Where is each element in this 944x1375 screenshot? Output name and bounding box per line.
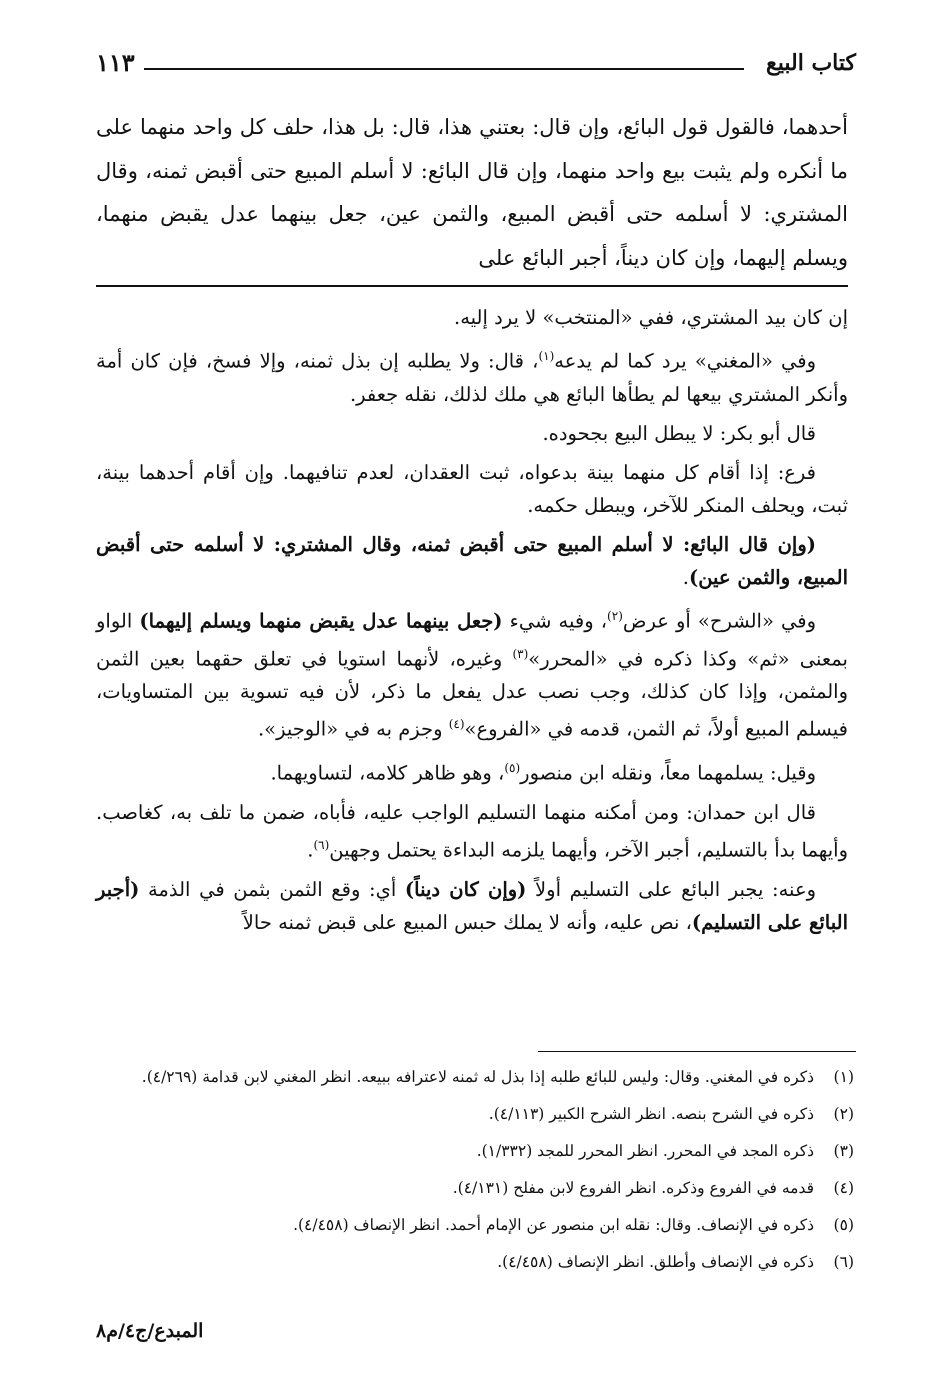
commentary-paragraph: قال ابن حمدان: ومن أمكنه منهما التسليم الواجب عليه، فأباه، ضمن ما تلف به، كغاصب. وأيهما بدأ بالتسليم، أجبر الآخر، وأيهما يلزمه البداءة يحتمل وجهين$^{(٦)}$. [96, 800, 848, 862]
main-text-divider [96, 285, 848, 287]
commentary-paragraph: (وإن قال البائع: لا أسلم المبيع حتى أقبض ثمنه، وقال المشتري: لا أسلمه حتى أقبض المبيع، والثمن عين). [96, 533, 848, 590]
footnote-text: قدمه في الفروع وذكره. انظر الفروع لابن مفلح (٤/١٣١). [452, 1179, 814, 1197]
page-number: ١١٣ [96, 48, 135, 77]
running-title: كتاب البيع [766, 50, 856, 76]
footnote-ref[interactable]: (٤) [448, 717, 465, 732]
footnote-item [96, 1173, 854, 1203]
footnote-item [96, 1210, 854, 1240]
commentary-paragraph: وقيل: يسلمهما معاً، ونقله ابن منصور$^{(٥)}$، وهو ظاهر كلامه، لتساويهما. [270, 761, 816, 785]
commentary-paragraph: إن كان بيد المشتري، ففي «المنتخب» لا يرد إليه. [454, 306, 848, 329]
page-header [96, 48, 856, 82]
main-text: أحدهما، فالقول قول البائع، وإن قال: بعتني هذا، قال: بل هذا، حلف كل واحد منهما على ما أنكره ولم يثبت بيع واحد منهما، وإن قال البائع: لا أسلم المبيع حتى أقبض ثمنه، وقال المشتري: لا أسلمه حتى أقبض المبيع، والثمن عين، جعل بينهما عدل يقبض منهما، ويسلم إليهما، وإن كان ديناً، أجبر البائع على [96, 115, 848, 270]
footnotes [96, 1062, 854, 1284]
footnote-divider [538, 1051, 856, 1052]
footnote-text: ذكره المجد في المحرر. انظر المحرر للمجد (١/٣٣٢). [476, 1142, 814, 1160]
footnote-text: ذكره في الإنصاف. وقال: نقله ابن منصور عن الإمام أحمد. انظر الإنصاف (٤/٤٥٨). [293, 1216, 814, 1234]
footnote-item [96, 1136, 854, 1166]
footnote-item [96, 1062, 854, 1092]
footnote-number: (١) [833, 1068, 854, 1086]
quoted-matn: (وإن قال البائع: لا أسلم المبيع حتى أقبض ثمنه، وقال المشتري: لا أسلمه حتى أقبض المبيع، والثمن عين) [96, 533, 848, 590]
quoted-matn: (جعل بينهما عدل يقبض منهما ويسلم إليهما) [139, 609, 503, 633]
footnote-number: (٢) [833, 1105, 854, 1123]
quoted-matn: (أجبر البائع على التسليم) [96, 877, 848, 934]
footnote-number: (٥) [833, 1216, 854, 1234]
footnote-text: ذكره في الشرح بنصه. انظر الشرح الكبير (٤/١١٣). [488, 1105, 814, 1123]
footnote-ref[interactable]: (١) [538, 349, 555, 364]
footnote-number: (٤) [833, 1179, 854, 1197]
print-signature: المبدع/ج٤/م٨ [96, 1320, 204, 1342]
commentary-paragraph: وعنه: يجبر البائع على التسليم أولاً (وإن كان ديناً) أي: وقع الثمن بثمن في الذمة (أجبر البائع على التسليم)، نص عليه، وأنه لا يملك حبس المبيع على قبض ثمنه حالاً [96, 877, 848, 934]
footnote-text: ذكره في الإنصاف وأطلق. انظر الإنصاف (٤/٤٥٨). [497, 1253, 814, 1271]
header-rule [144, 68, 744, 70]
commentary-paragraph: وفي «المغني» يرد كما لم يدعه$^{(١)}$، قال: ولا يطلبه إن بذل ثمنه، وإلا فسخ، فإن كان أمة وأنكر المشتري بيعها لم يطأها البائع هي ملك لذلك، نقله جعفر. [96, 349, 848, 406]
commentary-paragraph: وفي «الشرح» أو عرض$^{(٢)}$، وفيه شيء (جعل بينهما عدل يقبض منهما ويسلم إليهما) الواو بمعنى «ثم» وكذا ذكره في «المحرر»$^{(٣)}$ وغيره، لأنهما استويا في تعلق حقهما بعين الثمن والمثمن، وإذا كان كذلك، وجب نصب عدل يفعل ما ذكر، لأن فيه تسوية بين المتساويات، فيسلم المبيع أولاً، ثم الثمن، قدمه في «الفروع»$^{(٤)}$ وجزم به في «الوجيز». [96, 609, 848, 741]
commentary-paragraph: فرع: إذا أقام كل منهما بينة بدعواه، ثبت العقدان، لعدم تنافيهما. وإن أقام أحدهما بينة، ثبت، ويحلف المنكر للآخر، ويبطل حكمه. [96, 461, 848, 518]
commentary [96, 301, 848, 945]
footnote-number: (٦) [833, 1253, 854, 1271]
footnote-text: ذكره في المغني. وقال: وليس للبائع طلبه إذا بذل له ثمنه لاعترافه ببيعه. انظر المغني لابن قدامة (٤/٢٦٩). [141, 1068, 814, 1086]
footnote-item [96, 1247, 854, 1277]
quoted-matn: (وإن كان ديناً) [404, 877, 527, 901]
footnote-ref[interactable]: (٢) [607, 609, 623, 624]
commentary-paragraph: قال أبو بكر: لا يبطل البيع بجحوده. [542, 421, 816, 445]
footnote-ref[interactable]: (٣) [512, 646, 529, 661]
footnote-number: (٣) [833, 1142, 854, 1160]
footnote-item [96, 1099, 854, 1129]
footnote-ref[interactable]: (٥) [504, 761, 521, 776]
footnote-ref[interactable]: (٦) [313, 837, 330, 852]
